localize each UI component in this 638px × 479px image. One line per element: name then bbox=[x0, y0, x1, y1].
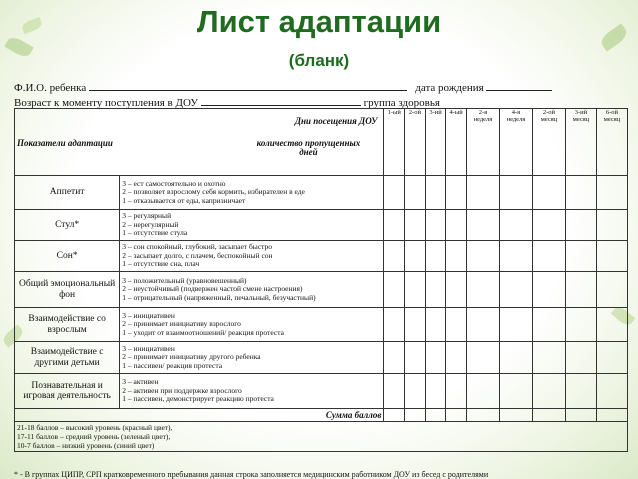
score-cell bbox=[425, 272, 446, 308]
score-cell bbox=[565, 210, 596, 241]
score-cell bbox=[405, 241, 426, 272]
score-cell bbox=[532, 308, 565, 342]
score-cell bbox=[446, 374, 467, 409]
child-name-blank bbox=[89, 80, 407, 91]
score-cell bbox=[532, 272, 565, 308]
indicator-name: Сон* bbox=[15, 241, 120, 272]
age-label: Возраст к моменту поступления в ДОУ bbox=[14, 97, 199, 109]
score-cell bbox=[499, 308, 532, 342]
sum-row bbox=[15, 409, 628, 422]
score-cell bbox=[565, 342, 596, 374]
score-cell bbox=[596, 308, 627, 342]
score-cell bbox=[499, 176, 532, 210]
score-cell bbox=[405, 308, 426, 342]
score-cell bbox=[466, 176, 499, 210]
sum-cell bbox=[596, 409, 627, 422]
score-cell bbox=[532, 342, 565, 374]
page-subtitle: (бланк) bbox=[288, 51, 350, 70]
criteria-line: 3 – инициативен bbox=[122, 310, 175, 320]
criteria-line: 3 – положительный (уравновешенный) bbox=[122, 275, 247, 285]
score-cell bbox=[446, 241, 467, 272]
score-cell bbox=[565, 374, 596, 409]
child-info-line bbox=[14, 80, 552, 94]
legend-line: 10-7 баллов – низкий уровень (синий цвет) bbox=[17, 441, 155, 450]
sum-cell bbox=[405, 409, 426, 422]
score-cell bbox=[466, 210, 499, 241]
score-cell bbox=[596, 374, 627, 409]
score-cell bbox=[466, 272, 499, 308]
criteria-line: 1 – отсутствие стула bbox=[122, 228, 188, 238]
criteria-line: 2 – принимает инициативу взрослого bbox=[122, 319, 241, 329]
column-header: 4-ый bbox=[446, 109, 467, 176]
table-header-row bbox=[15, 109, 628, 176]
column-header: 2-ой bbox=[405, 109, 426, 176]
score-cell bbox=[446, 342, 467, 374]
criteria-line: 1 – пассивен, демонстрирует реакцию протеста bbox=[122, 394, 274, 404]
sum-cell bbox=[425, 409, 446, 422]
criteria-line: 3 – ест самостоятельно и охотно bbox=[122, 178, 226, 188]
criteria-line: 2 – нерегулярный bbox=[122, 219, 179, 229]
indicator-name: Взаимодействие со взрослым bbox=[15, 308, 120, 342]
table-row bbox=[15, 308, 628, 342]
score-cell bbox=[405, 272, 426, 308]
score-cell bbox=[565, 308, 596, 342]
indicator-name: Стул* bbox=[15, 210, 120, 241]
column-header: 3-ий bbox=[425, 109, 446, 176]
score-cell bbox=[446, 308, 467, 342]
score-cell bbox=[499, 210, 532, 241]
legend-line: 21-18 баллов – высокий уровень (красный цвет), bbox=[17, 423, 173, 432]
criteria-line: 2 – неустойчивый (подвержен частой смене настроения) bbox=[122, 284, 303, 294]
criteria-line: 1 – отсутствие сна, плач bbox=[122, 259, 200, 269]
column-header: 2-я неделя bbox=[466, 109, 499, 176]
criteria-line: 2 – принимает инициативу другого ребенка bbox=[122, 352, 261, 362]
footnote: * - В группах ЦИПР, СРП кратковременного пребывания данная строка заполняется медицинским работником ДОУ из бесед с родителями bbox=[14, 470, 489, 479]
score-cell bbox=[499, 241, 532, 272]
page-title: Лист адаптации bbox=[196, 4, 442, 39]
column-header: 4-я неделя bbox=[499, 109, 532, 176]
score-cell bbox=[384, 308, 405, 342]
score-cell bbox=[596, 272, 627, 308]
score-cell bbox=[466, 342, 499, 374]
sum-cell bbox=[446, 409, 467, 422]
score-cell bbox=[466, 241, 499, 272]
sum-cell bbox=[565, 409, 596, 422]
score-cell bbox=[596, 342, 627, 374]
legend-row bbox=[15, 422, 628, 452]
legend-cell bbox=[15, 422, 628, 452]
indicator-name: Познавательная и игровая деятельность bbox=[15, 374, 120, 409]
indicator-criteria bbox=[120, 374, 384, 409]
indicators-header: Показатели адаптации bbox=[17, 138, 113, 148]
indicator-name: Общий эмоциональный фон bbox=[15, 272, 120, 308]
criteria-line: 1 – отрицательный (напряженный, печальный, безучастный) bbox=[122, 292, 316, 302]
score-cell bbox=[532, 176, 565, 210]
criteria-line: 3 – активен bbox=[122, 377, 159, 387]
criteria-line: 3 – инициативен bbox=[122, 343, 175, 353]
sum-cell bbox=[532, 409, 565, 422]
score-cell bbox=[446, 176, 467, 210]
score-cell bbox=[405, 176, 426, 210]
age-info-line bbox=[14, 95, 440, 109]
criteria-line: 3 – регулярный bbox=[122, 211, 172, 221]
header-cell bbox=[15, 109, 384, 176]
score-cell bbox=[405, 374, 426, 409]
score-cell bbox=[384, 342, 405, 374]
score-cell bbox=[425, 374, 446, 409]
score-cell bbox=[384, 210, 405, 241]
age-blank bbox=[201, 95, 361, 106]
score-cell bbox=[405, 342, 426, 374]
indicator-criteria bbox=[120, 308, 384, 342]
indicator-criteria bbox=[120, 210, 384, 241]
criteria-line: 2 – позволяет взрослому себя кормить, избирателен в еде bbox=[122, 187, 305, 197]
score-cell bbox=[532, 241, 565, 272]
adaptation-table bbox=[14, 108, 628, 452]
score-cell bbox=[425, 210, 446, 241]
score-cell bbox=[466, 308, 499, 342]
score-cell bbox=[384, 374, 405, 409]
score-cell bbox=[384, 241, 405, 272]
score-cell bbox=[532, 374, 565, 409]
score-cell bbox=[446, 272, 467, 308]
child-name-label: Ф.И.О. ребенка bbox=[14, 82, 87, 94]
sum-cell bbox=[499, 409, 532, 422]
table-row bbox=[15, 210, 628, 241]
indicator-name: Аппетит bbox=[15, 176, 120, 210]
indicator-name: Взаимодействие с другими детьми bbox=[15, 342, 120, 374]
table-row bbox=[15, 374, 628, 409]
sum-cell bbox=[384, 409, 405, 422]
indicator-criteria bbox=[120, 241, 384, 272]
indicator-criteria bbox=[120, 272, 384, 308]
column-header: 3-ий месяц bbox=[565, 109, 596, 176]
score-cell bbox=[466, 374, 499, 409]
score-cell bbox=[499, 342, 532, 374]
criteria-line: 1 – отказывается от еды, капризничает bbox=[122, 195, 246, 205]
score-cell bbox=[565, 241, 596, 272]
score-cell bbox=[499, 374, 532, 409]
column-header: 1-ый bbox=[384, 109, 405, 176]
score-cell bbox=[405, 210, 426, 241]
score-cell bbox=[596, 210, 627, 241]
score-cell bbox=[596, 176, 627, 210]
score-cell bbox=[384, 272, 405, 308]
birth-date-blank bbox=[486, 80, 552, 91]
birth-date-label: дата рождения bbox=[415, 82, 484, 94]
table-row bbox=[15, 342, 628, 374]
score-cell bbox=[425, 342, 446, 374]
table-row bbox=[15, 241, 628, 272]
missed-days-header: количество пропущенных дней bbox=[256, 138, 361, 157]
indicator-criteria bbox=[120, 176, 384, 210]
score-cell bbox=[446, 210, 467, 241]
table-row bbox=[15, 176, 628, 210]
sum-label: Сумма баллов bbox=[15, 409, 384, 422]
criteria-line: 3 – сон спокойный, глубокий, засыпает быстро bbox=[122, 242, 273, 252]
criteria-line: 2 – активен при поддержке взрослого bbox=[122, 385, 242, 395]
legend-line: 17-11 баллов – средний уровень (зеленый цвет), bbox=[17, 432, 171, 441]
score-cell bbox=[596, 241, 627, 272]
score-cell bbox=[425, 308, 446, 342]
score-cell bbox=[565, 176, 596, 210]
health-group-label: группа здоровья bbox=[363, 97, 440, 109]
score-cell bbox=[384, 176, 405, 210]
criteria-line: 2 – засыпает долго, с плачем, беспокойный сон bbox=[122, 250, 273, 260]
score-cell bbox=[532, 210, 565, 241]
score-cell bbox=[565, 272, 596, 308]
table-row bbox=[15, 272, 628, 308]
score-cell bbox=[499, 272, 532, 308]
days-header: Дни посещения ДОУ bbox=[294, 116, 378, 126]
criteria-line: 1 – уходит от взаимоотношений/ реакция протеста bbox=[122, 327, 284, 337]
column-header: 6-ой месяц bbox=[596, 109, 627, 176]
score-cell bbox=[425, 176, 446, 210]
column-header: 2-ой месяц bbox=[532, 109, 565, 176]
indicator-criteria bbox=[120, 342, 384, 374]
sum-cell bbox=[466, 409, 499, 422]
score-cell bbox=[425, 241, 446, 272]
criteria-line: 1 – пассивен/ реакция протеста bbox=[122, 360, 223, 370]
